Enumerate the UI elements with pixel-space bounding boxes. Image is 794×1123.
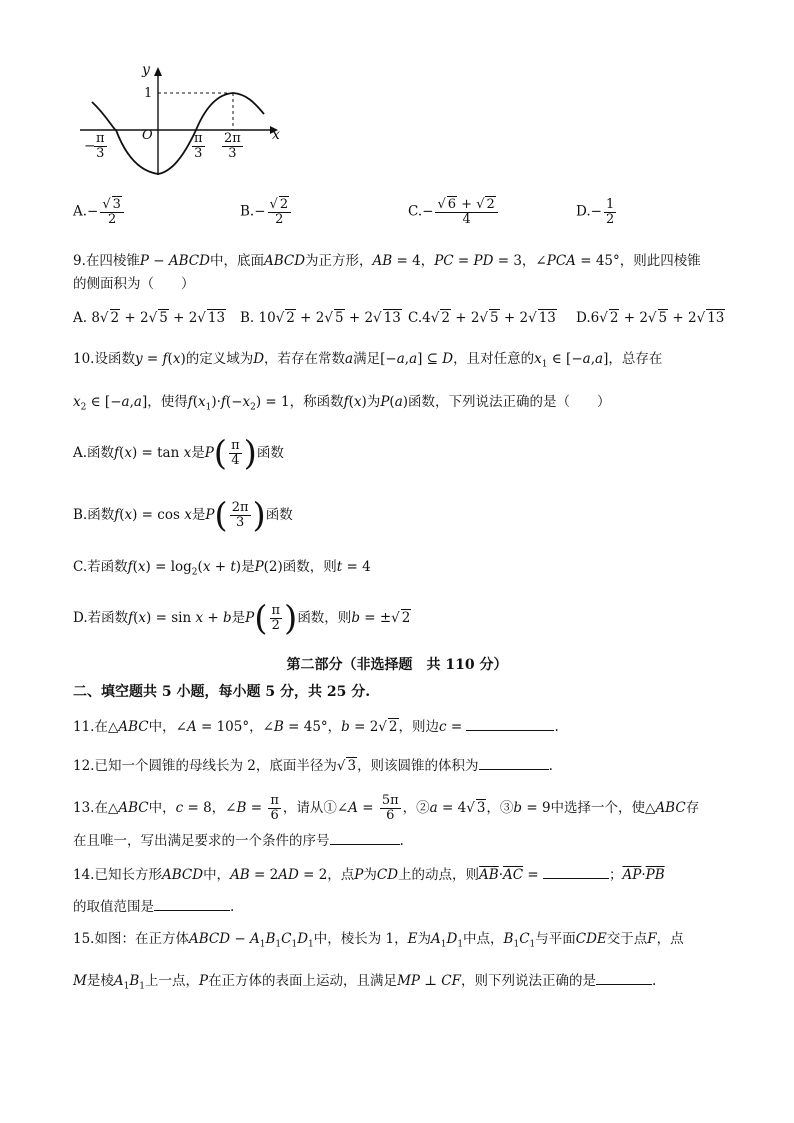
y-tick-one: 1 (144, 86, 153, 101)
x-axis-label: x (272, 127, 280, 143)
tick-neg-pi-third: − $\frac{\pi}{3}$ (84, 131, 105, 161)
q10-line2: $x_2$ ∈ [−a,a]，使得$f(x_1)\cdot f(-x_2) = 1$，称函数f(x)为P(a)函数，下列说法正确的是（ ） (73, 394, 611, 413)
q14-line1: 14.已知长方形ABCD中，AB = 2AD = 2，点P为CD上的动点，则$\overline{AB}\cdot\overline{AC}$ = ；$\overline{AP}\cdot\overline{PB}$ (73, 867, 665, 883)
q10-option-d[interactable]: D.若函数f(x) = sin x + b是P( $\frac{\pi}{2}$ )函数，则b = ±√ 2 (73, 598, 411, 639)
q9-option-b[interactable]: B. 10√ 2 + 2√ 5 + 2√ 13 (240, 310, 401, 326)
q10-option-a[interactable]: A.函数f(x) = tan x是P( $\frac{\pi}{4}$ )函数 (73, 433, 284, 474)
q13-line2: 在且唯一，写出满足要求的一个条件的序号 . (73, 833, 404, 849)
y-axis-label: y (142, 62, 150, 78)
q15-line2: M是棱$A_1B_1$上一点，P在正方体的表面上运动，且满足MP ⊥ CF，则下列说法正确的是 . (73, 973, 657, 992)
q14-answer-blank-2[interactable] (154, 898, 230, 911)
part2-title: 第二部分（非选择题 共 110 分） (286, 657, 508, 673)
q14-line2: 的取值范围是 . (73, 899, 235, 915)
q8-option-d[interactable]: D.− $\frac{1}{2}$ (576, 197, 615, 227)
q15-answer-blank[interactable] (596, 972, 652, 985)
q13-answer-blank[interactable] (330, 832, 400, 845)
y-axis-arrow (154, 67, 162, 76)
sine-graph-svg (70, 60, 300, 180)
q11-answer-blank[interactable] (466, 718, 554, 731)
q9-option-c[interactable]: C.4√ 2 + 2√ 5 + 2√ 13 (408, 310, 556, 326)
tick-two-pi-third: $\frac{2\pi}{3}$ (224, 131, 241, 161)
q10-line1: 10.设函数y = f(x)的定义域为D，若存在常数a满足[−a,a] ⊆ D，且对任意的$x_1$ ∈ [−a,a]，总存在 (73, 351, 663, 370)
q12-answer-blank[interactable] (479, 757, 549, 770)
q14-answer-blank-1[interactable] (543, 866, 609, 879)
q12: 12.已知一个圆锥的母线长为 2，底面半径为√ 3，则该圆锥的体积为 . (73, 758, 553, 774)
section-heading: 二、填空题共 5 小题，每小题 5 分，共 25 分. (73, 684, 371, 700)
q10-option-c[interactable]: C.若函数$f(x) = \log_2(x + t)$是P(2)函数，则t = 4 (73, 559, 371, 578)
q9-option-a[interactable]: A. 8√ 2 + 2√ 5 + 2√ 13 (73, 310, 226, 326)
q8-option-b[interactable]: B.− $\frac{√ 2}{2}$ (240, 198, 293, 226)
q9-line2: 的侧面积为（ ） (73, 276, 195, 292)
q11: 11.在△ABC中，∠A = 105°，∠B = 45°，b = 2√ 2，则边c = . (73, 719, 559, 735)
q9-line1: 9.在四棱锥P − ABCD中，底面ABCD为正方形，AB = 4，PC = PD = 3，∠PCA = 45°，则此四棱锥 (73, 253, 701, 269)
q13-line1: 13.在△ABC中，c = 8，∠B = $\frac{\pi}{6}$ ，请从①∠A = $\frac{5\pi}{6}$ ，②a = 4√ 3，③b = 9中选择一个，使△ABC存 (73, 793, 700, 823)
origin-label: O (142, 128, 153, 143)
sine-graph-figure (70, 60, 300, 180)
q10-option-b[interactable]: B.函数f(x) = cos x是P( $\frac{2\pi}{3}$ )函数 (73, 495, 293, 536)
q8-option-c[interactable]: C.− $\frac{√ 6 + √ 2}{4}$ (408, 198, 500, 226)
q9-option-d[interactable]: D.6√ 2 + 2√ 5 + 2√ 13 (576, 310, 725, 326)
q15-line1: 15.如图：在正方体ABCD − $A_1B_1C_1D_1$中，棱长为 1，E为$A_1D_1$中点，$B_1C_1$与平面CDE交于点F，点 (73, 931, 684, 950)
q8-option-a[interactable]: A.− $\frac{√ 3}{2}$ (73, 198, 126, 226)
tick-pi-third: $\frac{\pi}{3}$ (194, 131, 203, 161)
